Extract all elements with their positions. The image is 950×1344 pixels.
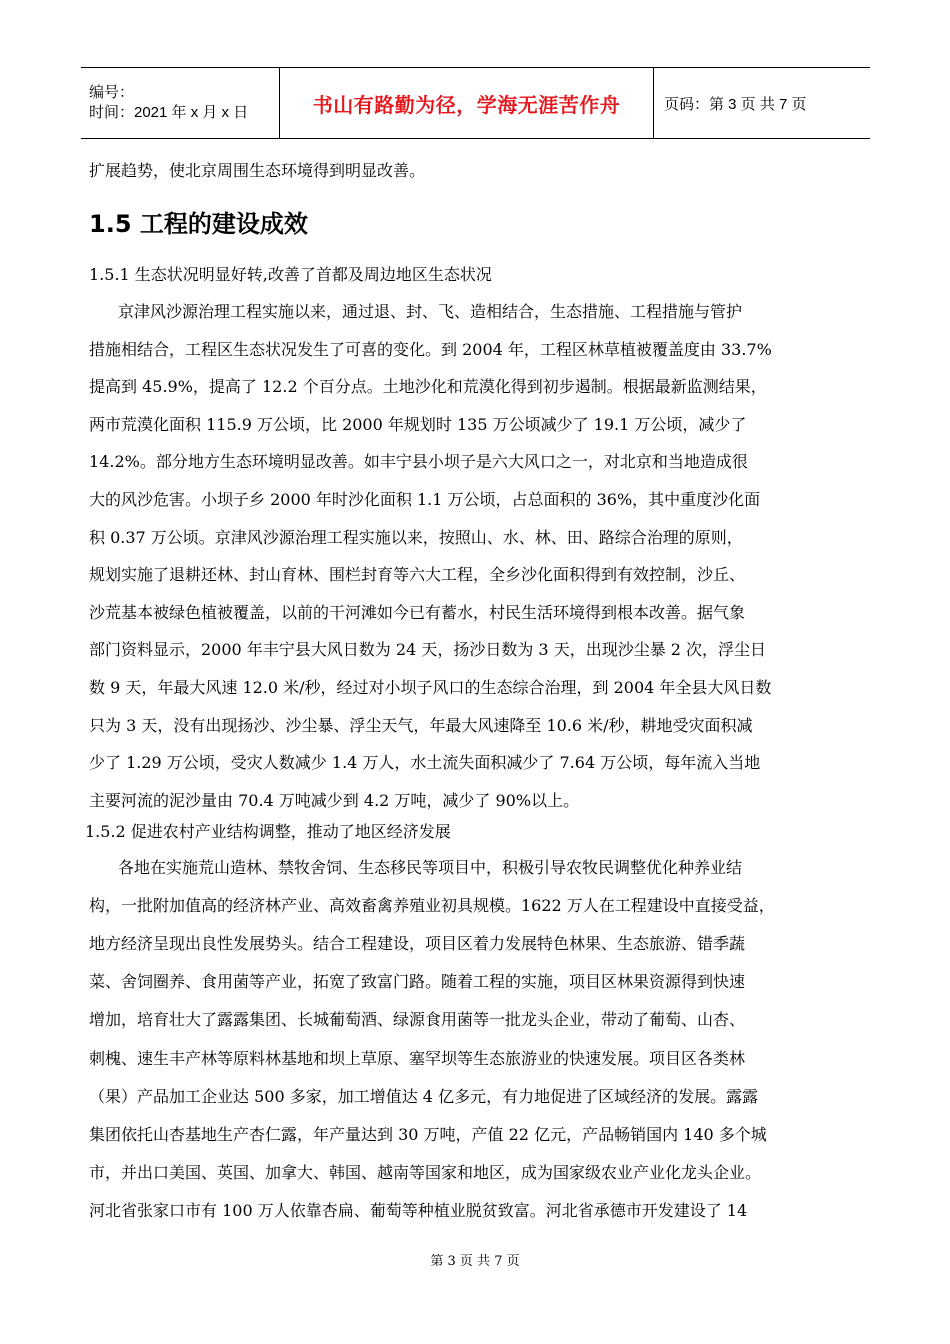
paragraph-line: 沙荒基本被绿色植被覆盖，以前的干河滩如今已有蓄水，村民生活环境得到根本改善。据气象: [89, 602, 746, 622]
header-page-info: 页码：第 3 页 共 7 页: [664, 95, 807, 113]
paragraph-line: 河北省张家口市有 100 万人依靠杏扁、葡萄等种植业脱贫致富。河北省承德市开发建设了 14: [89, 1200, 748, 1220]
paragraph-line: 刺槐、速生丰产林等原料林基地和坝上草原、塞罕坝等生态旅游业的快速发展。项目区各类林: [89, 1048, 746, 1068]
page-footer: 第 3 页 共 7 页: [430, 1254, 520, 1269]
paragraph-line: 大的风沙危害。小坝子乡 2000 年时沙化面积 1.1 万公顷，占总面积的 36%，其中重度沙化面: [89, 490, 761, 509]
paragraph-line: 部门资料显示，2000 年丰宁县大风日数为 24 天，扬沙日数为 3 天，出现沙尘暴 2 次，浮尘日: [89, 640, 767, 660]
paragraph-line: 规划实施了退耕还林、封山育林、围栏封育等六大工程，全乡沙化面积得到有效控制，沙丘、: [89, 565, 746, 585]
paragraph-line: 地方经济呈现出良性发展势头。结合工程建设，项目区着力发展特色林果、生态旅游、错季蔬: [89, 934, 746, 954]
page-header: [81, 67, 870, 139]
paragraph-line: 只为 3 天，没有出现扬沙、沙尘暴、浮尘天气，年最大风速降至 10.6 米/秒，耕地受灾面积减: [89, 715, 753, 735]
paragraph-line: 少了 1.29 万公顷，受灾人数减少 1.4 万人，水土流失面积减少了 7.64 万公顷，每年流入当地: [89, 753, 761, 773]
paragraph-line: 各地在实施荒山造林、禁牧舍饲、生态移民等项目中，积极引导农牧民调整优化种养业结: [118, 858, 743, 877]
paragraph-line: 提高到 45.9%，提高了 12.2 个百分点。土地沙化和荒漠化得到初步遏制。根据最新监测结果，: [89, 377, 767, 397]
header-motto: 书山有路勤为径，学海无涯苦作舟: [280, 68, 654, 138]
paragraph-line: 主要河流的泥沙量由 70.4 万吨减少到 4.2 万吨，减少了 90%以上。: [89, 790, 580, 810]
paragraph-line: 京津风沙源治理工程实施以来，通过退、封、飞、造相结合，生态措施、工程措施与管护: [118, 302, 743, 321]
paragraph-line: 数 9 天，年最大风速 12.0 米/秒，经过对小坝子风口的生态综合治理，到 2004 年全县大风日数: [89, 678, 772, 697]
paragraph-line: 增加，培育壮大了露露集团、长城葡萄酒、绿源食用菌等一批龙头企业，带动了葡萄、山杏、: [89, 1010, 746, 1030]
paragraph-line: 14.2%。部分地方生态环境明显改善。如丰宁县小坝子是六大风口之一，对北京和当地造成很: [89, 452, 748, 472]
sub1-heading: 1.5.1 生态状况明显好转,改善了首都及周边地区生态状况: [89, 265, 492, 284]
paragraph-line: 集团依托山杏基地生产杏仁露，年产量达到 30 万吨，产值 22 亿元，产品畅销国内 140 多个城: [89, 1124, 767, 1144]
paragraph-line: 市，并出口美国、英国、加拿大、韩国、越南等国家和地区，成为国家级农业产业化龙头企业。: [89, 1162, 762, 1182]
paragraph-line: 积 0.37 万公顷。京津风沙源治理工程实施以来，按照山、水、林、田、路综合治理的原则，: [89, 527, 743, 547]
paragraph-line: 构，一批附加值高的经济林产业、高效畜禽养殖业初具规模。1622 万人在工程建设中直接受益，: [89, 896, 775, 916]
header-meta: [81, 68, 280, 138]
paragraph-line: 措施相结合，工程区生态状况发生了可喜的变化。到 2004 年，工程区林草植被覆盖度由 33.7%: [89, 339, 772, 359]
date-label: 时间：2021 年 x 月 x 日: [89, 104, 249, 121]
paragraph-line: 两市荒漠化面积 115.9 万公顷，比 2000 年规划时 135 万公顷减少了 19.1 万公顷，减少了: [89, 414, 747, 434]
paragraph-line: 菜、舍饲圈养、食用菌等产业，拓宽了致富门路。随着工程的实施，项目区林果资源得到快速: [89, 972, 746, 992]
number-label: 编号：: [89, 84, 135, 101]
paragraph-line: （果）产品加工企业达 500 多家，加工增值达 4 亿多元，有力地促进了区域经济的发展。露露: [89, 1086, 759, 1106]
sub2-heading: 1.5.2 促进农村产业结构调整，推动了地区经济发展: [85, 822, 451, 841]
intro-line: 扩展趋势，使北京周围生态环境得到明显改善。: [89, 161, 426, 180]
section-title: 1.5 工程的建设成效: [89, 210, 308, 238]
